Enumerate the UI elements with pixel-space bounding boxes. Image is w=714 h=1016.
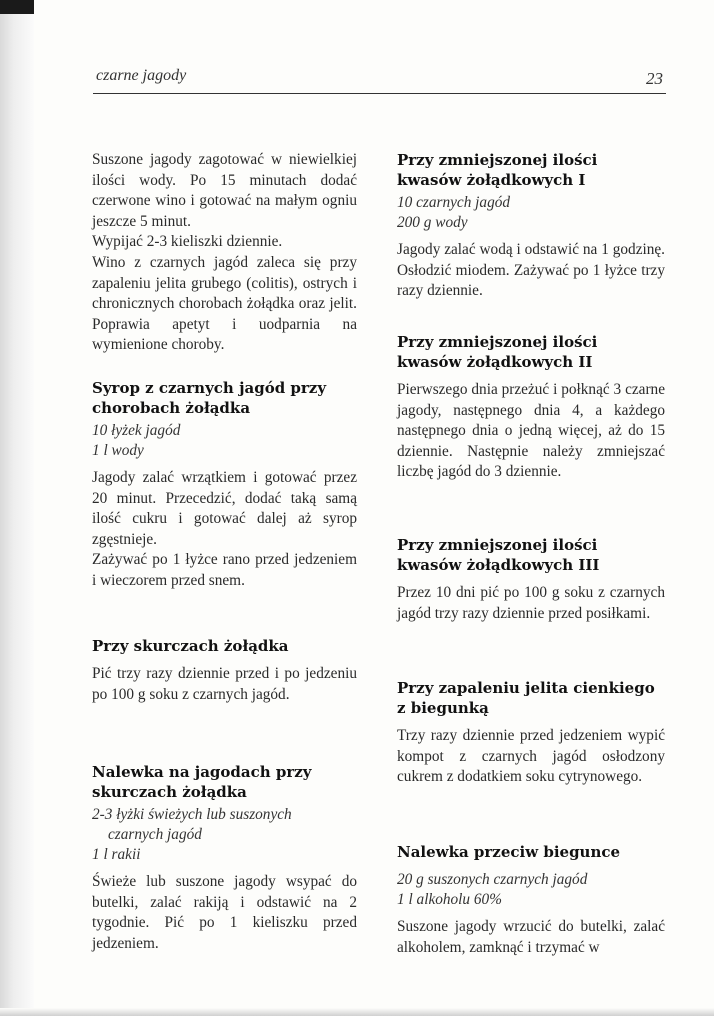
ingredient: 2-3 łyżki świeżych lub suszonych (92, 806, 292, 823)
recipe-section (397, 842, 665, 958)
recipe-title: Przy skurczach żołądka (92, 637, 289, 655)
ingredient: 1 l rakii (92, 846, 141, 863)
page-binding-edge (0, 0, 34, 1016)
ingredient: 20 g suszonych czarnych jagód (397, 871, 588, 888)
recipe-title: Nalewka na jagodach przy skurczach żołądka (92, 763, 312, 801)
recipe-section (92, 636, 357, 705)
intro-paragraph: Suszone jagody zagotować w niewielkiej ilości wody. Po 15 minutach dodać czerwone wino i gotować na małym ogniu jeszcze 5 minut. (92, 151, 357, 230)
recipe-section (397, 535, 665, 624)
running-title: czarne jagody (96, 67, 187, 84)
page-bottom-edge (0, 1008, 714, 1016)
intro-paragraph: Wypijać 2-3 kieliszki dziennie. (92, 233, 283, 251)
recipe-title: Nalewka przeciw biegunce (397, 843, 621, 861)
ingredient: 200 g wody (397, 214, 468, 231)
recipe-text: Pierwszego dnia przeżuć i połknąć 3 czarne jagody, następnego dnia 4, a każdego następnego dnia o jedną więcej, aż do 15 dziennie. Następnie należy zmniejszać liczbę jagód do 3 dziennie. (397, 381, 665, 481)
ingredient: 10 czarnych jagód (397, 194, 511, 211)
ingredient: 1 l wody (92, 442, 144, 459)
ingredients-list (92, 805, 357, 865)
recipe-section (397, 678, 665, 788)
page-header (93, 63, 666, 94)
ingredient: czarnych jagód (108, 826, 202, 843)
intro-section (92, 150, 357, 356)
recipe-section (92, 762, 357, 954)
ingredient: 1 l alkoholu 60% (397, 891, 502, 908)
recipe-text: Suszone jagody wrzucić do butelki, zalać alkoholem, zamknąć i trzymać w (397, 918, 665, 956)
recipe-text: Zażywać po 1 łyżce rano przed jedzeniem i wieczorem przed snem. (92, 551, 357, 589)
recipe-text: Trzy razy dziennie przed jedzeniem wypić kompot z czarnych jagód osłodzony cukrem z dodatkiem soku cytrynowego. (397, 727, 665, 786)
recipe-text: Świeże lub suszone jagody wsypać do butelki, zalać rakiją i odstawić na 2 tygodnie. Pić po 1 kieliszku przed jedzeniem. (92, 873, 357, 952)
intro-paragraph: Wino z czarnych jagód zaleca się przy zapaleniu jelita grubego (colitis), ostrych i chronicznych chorobach żołądka oraz jelit. Poprawia apetyt i uodparnia na wymienione choroby. (92, 253, 357, 354)
ingredients-list (92, 421, 357, 461)
recipe-title: Przy zmniejszonej ilości kwasów żołądkowych II (397, 333, 598, 371)
recipe-title: Przy zapaleniu jelita cienkiego z biegunką (397, 679, 655, 717)
ingredients-list (397, 870, 665, 910)
recipe-section (397, 332, 665, 483)
recipe-text: Jagody zalać wodą i odstawić na 1 godzinę. Osłodzić miodem. Zażywać po 1 łyżce trzy razy dziennie. (397, 241, 665, 300)
scan-corner-mark (0, 0, 34, 14)
page-number: 23 (646, 69, 663, 88)
recipe-text: Przez 10 dni pić po 100 g soku z czarnych jagód trzy razy dziennie przed posiłkami. (397, 584, 665, 622)
recipe-text: Jagody zalać wrzątkiem i gotować przez 20 minut. Przecedzić, dodać taką samą ilość cukru i gotować dalej aż syrop zgęstnieje. (92, 469, 357, 548)
recipe-title: Przy zmniejszonej ilości kwasów żołądkowych I (397, 151, 598, 189)
recipe-title: Syrop z czarnych jagód przy chorobach żołądka (92, 379, 327, 417)
recipe-section (397, 150, 665, 302)
recipe-text: Pić trzy razy dziennie przed i po jedzeniu po 100 g soku z czarnych jagód. (92, 665, 357, 703)
ingredient: 10 łyżek jagód (92, 422, 181, 439)
recipe-title: Przy zmniejszonej ilości kwasów żołądkowych III (397, 536, 600, 574)
recipe-section (92, 378, 357, 592)
ingredients-list (397, 193, 665, 233)
